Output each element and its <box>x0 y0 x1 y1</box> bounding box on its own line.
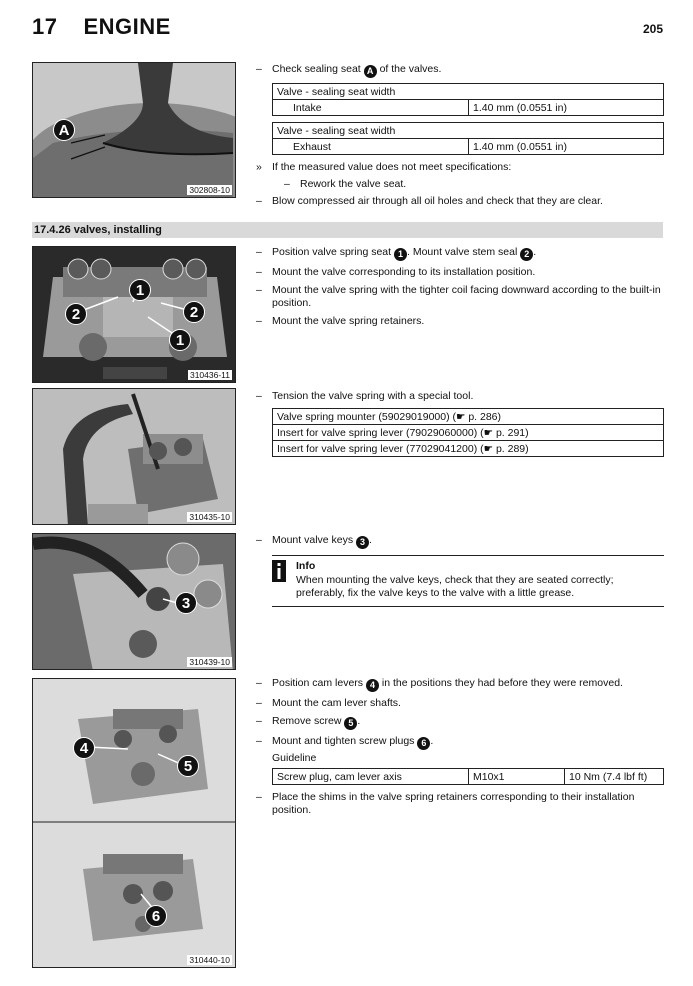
tools-table <box>272 408 664 457</box>
label-badge-4: 4 <box>73 737 95 759</box>
page-ref-link[interactable]: ☛ p. 289) <box>483 442 529 455</box>
chapter-number: 17 <box>32 14 58 39</box>
label-badge-3: 3 <box>175 592 197 614</box>
label-badge-1: 1 <box>129 279 151 301</box>
step-mount-valve: – Mount the valve corresponding to its installation position. <box>256 266 664 279</box>
chapter-heading <box>32 14 171 40</box>
step-mount-keys: – Mount valve keys 3 . <box>256 534 664 549</box>
figure-cylinder-head-top <box>32 246 236 383</box>
condition-text: » If the measured value does not meet specifications: <box>256 161 664 174</box>
chapter-title: ENGINE <box>83 14 171 39</box>
page-ref-link[interactable]: ☛ p. 291) <box>483 426 529 439</box>
label-badge-2: 2 <box>183 301 205 323</box>
tool-row: Insert for valve spring lever (79029060000) (☛ p. 291) <box>273 425 664 441</box>
step-remove-screw: – Remove screw 5 . <box>256 715 664 730</box>
torque-value: 10 Nm (7.4 lbf ft) <box>565 769 664 785</box>
block-sealing-seat <box>256 63 664 213</box>
block-valve-keys <box>256 534 664 607</box>
spec-header: Valve - sealing seat width <box>273 84 664 100</box>
torque-thread: M10x1 <box>469 769 565 785</box>
figure-code: 310436-11 <box>189 370 230 380</box>
label-badge-5: 5 <box>344 717 357 730</box>
spec-table-intake <box>272 83 664 116</box>
figure-code: 310439-10 <box>189 657 230 667</box>
block-cam-levers <box>256 677 664 822</box>
label-badge-2: 2 <box>520 248 533 261</box>
spec-value: 1.40 mm (0.0551 in) <box>469 100 664 116</box>
figure-cam-levers <box>32 678 236 968</box>
label-badge-3: 3 <box>356 536 369 549</box>
valve-keys-photo <box>33 534 236 670</box>
step-place-shims: – Place the shims in the valve spring retainers corresponding to their installation position. <box>256 791 664 817</box>
label-badge-1: 1 <box>169 329 191 351</box>
spring-tool-photo <box>33 389 236 525</box>
label-badge-4: 4 <box>366 679 379 692</box>
figure-valve-seat <box>32 62 236 198</box>
label-badge-6: 6 <box>417 737 430 750</box>
figure-spring-tool <box>32 388 236 525</box>
info-text: When mounting the valve keys, check that they are seated correctly; preferably, fix the valve keys to the valve with a little grease. <box>296 574 614 599</box>
page-ref-link[interactable]: ☛ p. 286) <box>456 410 502 423</box>
label-badge-a: A <box>53 119 75 141</box>
step-mount-shafts: – Mount the cam lever shafts. <box>256 697 664 710</box>
torque-name: Screw plug, cam lever axis <box>273 769 469 785</box>
block-tension-spring <box>256 390 664 463</box>
cam-levers-photo <box>33 679 236 968</box>
step-position-seat: – Position valve spring seat 1 . Mount valve stem seal 2 . <box>256 246 664 261</box>
step-tension-spring: – Tension the valve spring with a special tool. <box>256 390 664 403</box>
step-mount-spring: – Mount the valve spring with the tighter coil facing downward according to the built-in position. <box>256 284 664 310</box>
label-badge-2: 2 <box>65 303 87 325</box>
spec-table-exhaust <box>272 122 664 155</box>
label-badge-a: A <box>364 65 377 78</box>
tool-row: Insert for valve spring lever (77029041200) (☛ p. 289) <box>273 441 664 457</box>
spec-header: Valve - sealing seat width <box>273 123 664 139</box>
action-text: – Rework the valve seat. <box>256 178 664 191</box>
block-install-valves <box>256 246 664 333</box>
info-title: Info <box>296 560 316 572</box>
figure-code: 302808-10 <box>189 185 230 195</box>
step-tighten-plugs: – Mount and tighten screw plugs 6 . <box>256 735 664 750</box>
info-icon <box>272 560 286 582</box>
spec-name: Exhaust <box>273 139 469 155</box>
torque-table <box>272 768 664 785</box>
cylinder-head-photo <box>33 247 236 383</box>
figure-code: 310435-10 <box>189 512 230 522</box>
label-badge-5: 5 <box>177 755 199 777</box>
spec-value: 1.40 mm (0.0551 in) <box>469 139 664 155</box>
info-box <box>272 555 664 607</box>
step-mount-retainers: – Mount the valve spring retainers. <box>256 315 664 328</box>
step-check-seat: – Check sealing seat A of the valves. <box>256 63 664 78</box>
guideline-label: Guideline <box>272 752 317 764</box>
spec-name: Intake <box>273 100 469 116</box>
section-title: 17.4.26 valves, installing <box>32 222 663 238</box>
page-number: 205 <box>642 22 663 36</box>
label-badge-6: 6 <box>145 905 167 927</box>
step-position-cam-levers: – Position cam levers 4 in the positions they had before they were removed. <box>256 677 664 692</box>
step-blow-air: – Blow compressed air through all oil holes and check that they are clear. <box>256 195 664 208</box>
figure-code: 310440-10 <box>189 955 230 965</box>
label-badge-1: 1 <box>394 248 407 261</box>
figure-valve-keys <box>32 533 236 670</box>
tool-row: Valve spring mounter (59029019000) (☛ p. 286) <box>273 409 664 425</box>
